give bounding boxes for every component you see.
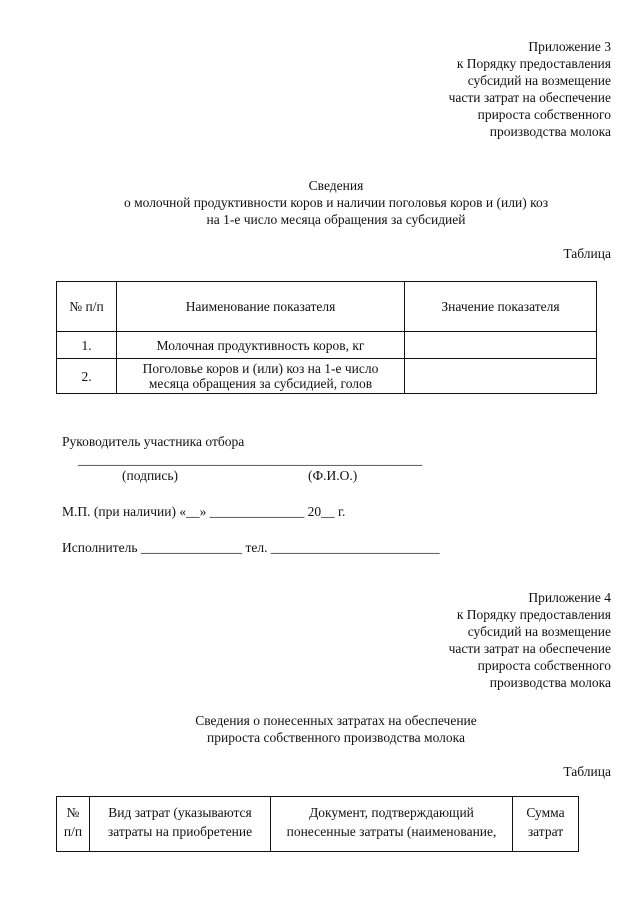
appendix-4-line: части затрат на обеспечение (448, 641, 611, 656)
form-1-title-line: Сведения (308, 178, 364, 193)
row-indicator-name (117, 359, 405, 394)
appendix-4-header (449, 589, 611, 691)
appendix-3-line: части затрат на обеспечение (448, 90, 611, 105)
appendix-3-line: субсидий на возмещение (467, 73, 611, 88)
header-line: Вид затрат (указываются (108, 805, 252, 820)
fio-caption: (Ф.И.О.) (308, 468, 358, 483)
appendix-4-line: прироста собственного (477, 658, 611, 673)
header-line: понесенные затраты (наименование, (286, 824, 497, 839)
appendix-4-line: производства молока (489, 675, 611, 690)
header-line: п/п (63, 824, 83, 839)
appendix-3-line: прироста собственного (477, 107, 611, 122)
column-header-value: Значение показателя (405, 282, 597, 332)
table-2-label: Таблица (563, 764, 611, 779)
appendix-4-line: Приложение 4 (528, 590, 611, 605)
appendix-3-line: к Порядку предоставления (456, 56, 611, 71)
table-header-row (57, 797, 579, 852)
row-indicator-line: месяца обращения за субсидией, голов (148, 376, 373, 391)
table-row (57, 359, 597, 394)
row-number: 1. (57, 332, 117, 359)
form-2-title-line: прироста собственного производства молока (207, 730, 465, 745)
appendix-3-line: Приложение 3 (528, 39, 611, 54)
executor-line[interactable]: Исполнитель _______________ тел. _________________________ (62, 540, 440, 555)
table-row (57, 332, 597, 359)
column-header-indicator: Наименование показателя (117, 282, 405, 332)
form-1-title-line: на 1-е число месяца обращения за субсидией (206, 212, 466, 227)
header-line: № (66, 805, 80, 820)
row-indicator-line: Поголовье коров и (или) коз на 1-е число (142, 361, 379, 376)
header-line: затраты на приобретение (107, 824, 253, 839)
form-1-title-line: о молочной продуктивности коров и наличии поголовья коров и (или) коз (123, 195, 549, 210)
column-header-amount (513, 797, 579, 852)
column-header-document (271, 797, 513, 852)
header-line: затрат (527, 824, 564, 839)
table-1-label: Таблица (563, 246, 611, 261)
appendix-4-line: к Порядку предоставления (456, 607, 611, 622)
row-indicator-name: Молочная продуктивность коров, кг (117, 332, 405, 359)
signature-caption: (подпись) (122, 468, 179, 483)
appendix-3-header (449, 38, 611, 140)
column-header-expense-type (90, 797, 271, 852)
appendix-4-line: субсидий на возмещение (467, 624, 611, 639)
head-label: Руководитель участника отбора (62, 434, 245, 449)
row-value-cell[interactable] (405, 359, 597, 394)
form-2-title (0, 712, 640, 746)
appendix-3-line: производства молока (489, 124, 611, 139)
table-header-row (57, 282, 597, 332)
header-line: Документ, подтверждающий (309, 805, 474, 820)
form-2-title-line: Сведения о понесенных затратах на обеспечение (195, 713, 477, 728)
row-number: 2. (57, 359, 117, 394)
header-line: Сумма (526, 805, 565, 820)
column-header-number (57, 797, 90, 852)
signature-line[interactable]: ___________________________________________________ (78, 452, 423, 467)
expenses-table (56, 796, 579, 852)
row-value-cell[interactable] (405, 332, 597, 359)
form-1-title (0, 177, 640, 228)
column-header-number: № п/п (57, 282, 117, 332)
stamp-date-line[interactable]: М.П. (при наличии) «__» ______________ 20__ г. (62, 504, 346, 519)
indicators-table (56, 281, 597, 394)
